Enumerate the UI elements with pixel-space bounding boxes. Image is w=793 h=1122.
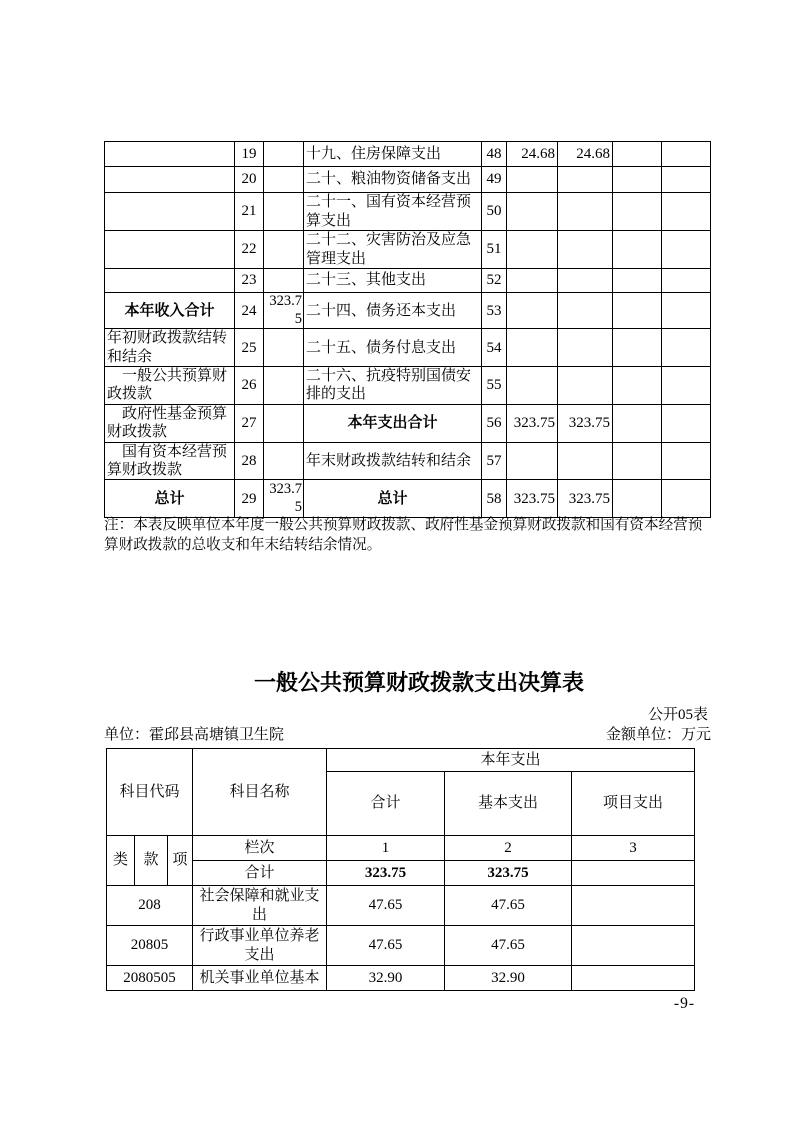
expense-item-name: 本年支出合计 [304, 404, 482, 442]
expense-amount-1 [507, 329, 558, 367]
page-title: 一般公共预算财政拨款支出决算表 [253, 670, 584, 695]
expense-amount-2 [558, 366, 613, 404]
expense-amount-1: 323.75 [507, 404, 558, 442]
income-item-name [105, 193, 235, 231]
expense-row-no: 58 [482, 480, 507, 518]
header-basic-expenditure: 基本支出 [445, 772, 572, 836]
table-note: 注：本表反映单位本年度一般公共预算财政拨款、政府性基金预算财政拨款和国有资本经营预算财政拨款的总收支和年末结转结余情况。 [104, 517, 703, 553]
income-item-name [105, 269, 235, 293]
expense-amount-4 [662, 293, 711, 329]
expense-item-name: 二十五、债务付息支出 [304, 329, 482, 367]
expense-amount-3 [613, 167, 662, 193]
expense-amount-2 [558, 442, 613, 480]
income-row-no: 22 [235, 231, 264, 269]
income-item-name: 总计 [105, 480, 235, 518]
expense-row-no: 50 [482, 193, 507, 231]
expense-amount-1 [507, 269, 558, 293]
expense-amount-2 [558, 231, 613, 269]
subject-code: 20805 [107, 926, 193, 966]
expense-amount-3 [613, 366, 662, 404]
expense-item-name: 二十四、债务还本支出 [304, 293, 482, 329]
expense-amount-1: 323.75 [507, 480, 558, 518]
expense-amount-3 [613, 404, 662, 442]
expense-amount-4 [662, 193, 711, 231]
amount-unit-label: 金额单位：万元 [605, 727, 711, 743]
total-basic-amount: 323.75 [445, 861, 572, 886]
expense-row-no: 55 [482, 366, 507, 404]
income-row-no: 20 [235, 167, 264, 193]
income-row-no: 29 [235, 480, 264, 518]
amount-basic: 32.90 [445, 966, 572, 991]
table-row [107, 926, 695, 966]
expense-amount-1 [507, 167, 558, 193]
expense-item-name: 二十、粮油物资储备支出 [304, 167, 482, 193]
header-subject-name: 科目名称 [193, 749, 327, 836]
subject-code: 2080505 [107, 966, 193, 991]
column-index-1: 1 [327, 836, 445, 861]
expense-amount-3 [613, 480, 662, 518]
expense-amount-4 [662, 231, 711, 269]
subject-code: 208 [107, 886, 193, 926]
income-item-name: 政府性基金预算财政拨款 [105, 404, 235, 442]
table-row [105, 442, 711, 480]
column-index-3: 3 [572, 836, 695, 861]
column-index-2: 2 [445, 836, 572, 861]
expense-item-name: 年末财政拨款结转和结余 [304, 442, 482, 480]
expense-row-no: 52 [482, 269, 507, 293]
income-row-no: 27 [235, 404, 264, 442]
expense-amount-2 [558, 193, 613, 231]
expense-row-no: 48 [482, 142, 507, 167]
table-row [105, 404, 711, 442]
income-row-no: 19 [235, 142, 264, 167]
income-row-no: 26 [235, 366, 264, 404]
expense-amount-1: 24.68 [507, 142, 558, 167]
expense-item-name: 总计 [304, 480, 482, 518]
income-item-name [105, 167, 235, 193]
amount-total: 47.65 [327, 926, 445, 966]
expense-item-name: 二十三、其他支出 [304, 269, 482, 293]
header-total: 合计 [327, 772, 445, 836]
income-row-no: 21 [235, 193, 264, 231]
expense-amount-2 [558, 167, 613, 193]
subject-name: 社会保障和就业支出 [193, 886, 327, 926]
table-row [107, 886, 695, 926]
table-row [105, 269, 711, 293]
income-amount: 323.75 [264, 293, 304, 329]
income-amount [264, 167, 304, 193]
expense-row-no: 57 [482, 442, 507, 480]
expense-amount-3 [613, 142, 662, 167]
expense-row-no: 51 [482, 231, 507, 269]
expense-row-no: 49 [482, 167, 507, 193]
expense-amount-4 [662, 167, 711, 193]
expense-amount-3 [613, 193, 662, 231]
expense-amount-4 [662, 480, 711, 518]
subject-name: 机关事业单位基本 [193, 966, 327, 991]
column-index-label: 栏次 [193, 836, 327, 861]
expense-amount-1 [507, 193, 558, 231]
expense-amount-3 [613, 293, 662, 329]
expense-amount-2 [558, 293, 613, 329]
subject-name: 行政事业单位养老支出 [193, 926, 327, 966]
expense-amount-4 [662, 142, 711, 167]
income-amount [264, 193, 304, 231]
page-number: -9- [673, 995, 695, 1012]
expense-item-name: 十九、住房保障支出 [304, 142, 482, 167]
amount-total: 32.90 [327, 966, 445, 991]
income-row-no: 25 [235, 329, 264, 367]
unit-label: 单位：霍邱县高塘镇卫生院 [104, 727, 285, 743]
income-amount: 323.75 [264, 480, 304, 518]
income-row-no: 28 [235, 442, 264, 480]
expense-row-no: 54 [482, 329, 507, 367]
expense-row-no: 53 [482, 293, 507, 329]
expense-amount-4 [662, 329, 711, 367]
income-item-name: 国有资本经营预算财政拨款 [105, 442, 235, 480]
expense-amount-4 [662, 442, 711, 480]
expense-amount-3 [613, 442, 662, 480]
form-number-label: 公开05表 [647, 707, 708, 723]
income-amount [264, 442, 304, 480]
income-amount [264, 329, 304, 367]
expense-item-name: 二十六、抗疫特别国债安排的支出 [304, 366, 482, 404]
expense-amount-2 [558, 329, 613, 367]
header-item: 项 [168, 836, 193, 886]
amount-project [572, 926, 695, 966]
expense-amount-1 [507, 442, 558, 480]
amount-project [572, 886, 695, 926]
income-row-no: 24 [235, 293, 264, 329]
table-header-row [107, 836, 695, 861]
table-row [105, 366, 711, 404]
expense-item-name: 二十二、灾害防治及应急管理支出 [304, 231, 482, 269]
income-item-name [105, 231, 235, 269]
income-amount [264, 269, 304, 293]
income-item-name [105, 142, 235, 167]
table-header-row [107, 749, 695, 772]
header-subject-code: 科目代码 [107, 749, 193, 836]
header-current-year-expenditure: 本年支出 [327, 749, 695, 772]
expense-amount-4 [662, 269, 711, 293]
table-row [105, 231, 711, 269]
table-row [107, 966, 695, 991]
table-row [105, 142, 711, 167]
income-amount [264, 404, 304, 442]
income-item-name: 一般公共预算财政拨款 [105, 366, 235, 404]
amount-project [572, 966, 695, 991]
income-row-no: 23 [235, 269, 264, 293]
expense-item-name: 二十一、国有资本经营预算支出 [304, 193, 482, 231]
expense-row-no: 56 [482, 404, 507, 442]
expense-amount-3 [613, 231, 662, 269]
income-item-name: 本年收入合计 [105, 293, 235, 329]
income-amount [264, 366, 304, 404]
income-amount [264, 142, 304, 167]
table-row [105, 329, 711, 367]
expense-amount-4 [662, 404, 711, 442]
header-project-expenditure: 项目支出 [572, 772, 695, 836]
expense-amount-3 [613, 269, 662, 293]
amount-basic: 47.65 [445, 926, 572, 966]
table-row [105, 293, 711, 329]
table-row [105, 167, 711, 193]
expense-amount-1 [507, 366, 558, 404]
income-item-name: 年初财政拨款结转和结余 [105, 329, 235, 367]
total-project-amount [572, 861, 695, 886]
budget-expenditure-table [106, 748, 695, 991]
income-expenditure-summary-table [104, 141, 711, 518]
expense-amount-1 [507, 231, 558, 269]
header-class: 类 [107, 836, 135, 886]
amount-basic: 47.65 [445, 886, 572, 926]
expense-amount-2: 323.75 [558, 480, 613, 518]
total-row-label: 合计 [193, 861, 327, 886]
header-section: 款 [135, 836, 168, 886]
total-amount: 323.75 [327, 861, 445, 886]
income-amount [264, 231, 304, 269]
expense-amount-1 [507, 293, 558, 329]
expense-amount-2: 323.75 [558, 404, 613, 442]
expense-amount-4 [662, 366, 711, 404]
expense-amount-3 [613, 329, 662, 367]
table-row [105, 193, 711, 231]
expense-amount-2 [558, 269, 613, 293]
expense-amount-2: 24.68 [558, 142, 613, 167]
total-row [107, 861, 695, 886]
amount-total: 47.65 [327, 886, 445, 926]
table-row [105, 480, 711, 518]
